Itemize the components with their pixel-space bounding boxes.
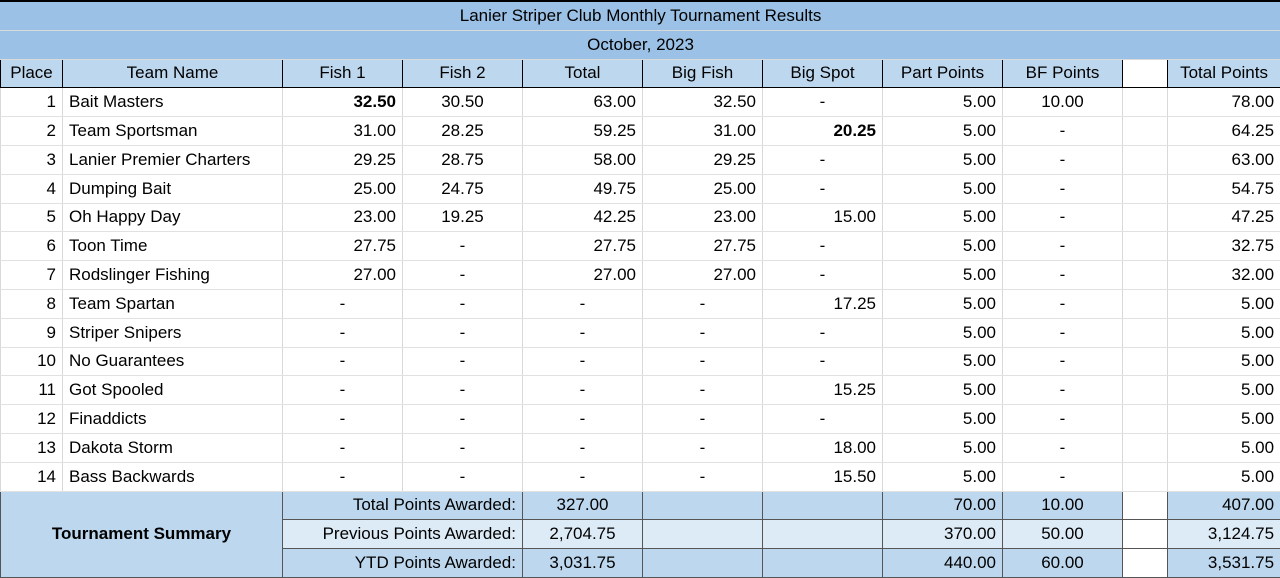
cell-bf: - bbox=[1003, 203, 1123, 232]
cell-totalpts: 5.00 bbox=[1168, 289, 1280, 318]
cell-bigspot: - bbox=[763, 88, 883, 117]
cell-place: 6 bbox=[1, 232, 63, 261]
cell-blank bbox=[1123, 232, 1168, 261]
table-row bbox=[1, 117, 1280, 146]
cell-bigfish: 25.00 bbox=[643, 174, 763, 203]
cell-part: 5.00 bbox=[883, 433, 1003, 462]
summary-part-points: 370.00 bbox=[883, 520, 1003, 549]
header-big-fish: Big Fish bbox=[643, 59, 763, 88]
cell-team: Oh Happy Day bbox=[63, 203, 283, 232]
cell-blank bbox=[1123, 174, 1168, 203]
summary-total-points: 3,531.75 bbox=[1168, 549, 1280, 578]
cell-bigspot: 15.25 bbox=[763, 376, 883, 405]
table-row bbox=[1, 462, 1280, 491]
cell-bigfish: - bbox=[643, 462, 763, 491]
cell-totalpts: 5.00 bbox=[1168, 433, 1280, 462]
cell-part: 5.00 bbox=[883, 232, 1003, 261]
cell-totalpts: 32.75 bbox=[1168, 232, 1280, 261]
cell-place: 8 bbox=[1, 289, 63, 318]
cell-part: 5.00 bbox=[883, 462, 1003, 491]
header-fish-1: Fish 1 bbox=[283, 59, 403, 88]
cell-fish2: - bbox=[403, 376, 523, 405]
cell-bigfish: 27.00 bbox=[643, 261, 763, 290]
cell-fish2: 24.75 bbox=[403, 174, 523, 203]
cell-blank bbox=[1123, 261, 1168, 290]
cell-fish1: - bbox=[283, 433, 403, 462]
cell-fish2: - bbox=[403, 433, 523, 462]
cell-place: 7 bbox=[1, 261, 63, 290]
cell-blank bbox=[1123, 405, 1168, 434]
cell-bigfish: - bbox=[643, 433, 763, 462]
cell-part: 5.00 bbox=[883, 347, 1003, 376]
cell-total: - bbox=[523, 405, 643, 434]
cell-place: 1 bbox=[1, 88, 63, 117]
cell-bf: - bbox=[1003, 145, 1123, 174]
header-fish-2: Fish 2 bbox=[403, 59, 523, 88]
cell-team: Striper Snipers bbox=[63, 318, 283, 347]
summary-total-points: 407.00 bbox=[1168, 491, 1280, 520]
cell-bigfish: - bbox=[643, 405, 763, 434]
cell-team: Team Sportsman bbox=[63, 117, 283, 146]
summary-part-points: 440.00 bbox=[883, 549, 1003, 578]
cell-blank bbox=[1123, 318, 1168, 347]
summary-line-label: YTD Points Awarded: bbox=[283, 549, 523, 578]
cell-team: No Guarantees bbox=[63, 347, 283, 376]
cell-totalpts: 64.25 bbox=[1168, 117, 1280, 146]
cell-fish2: - bbox=[403, 232, 523, 261]
cell-part: 5.00 bbox=[883, 117, 1003, 146]
cell-fish1: 29.25 bbox=[283, 145, 403, 174]
cell-fish1: 27.00 bbox=[283, 261, 403, 290]
cell-bf: - bbox=[1003, 433, 1123, 462]
header-bf-points: BF Points bbox=[1003, 59, 1123, 88]
summary-line-label: Total Points Awarded: bbox=[283, 491, 523, 520]
cell-fish1: 27.75 bbox=[283, 232, 403, 261]
summary-total-points: 3,124.75 bbox=[1168, 520, 1280, 549]
cell-part: 5.00 bbox=[883, 289, 1003, 318]
cell-totalpts: 5.00 bbox=[1168, 462, 1280, 491]
cell-fish1: - bbox=[283, 347, 403, 376]
cell-fish2: 28.75 bbox=[403, 145, 523, 174]
summary-empty-big-spot bbox=[763, 520, 883, 549]
cell-part: 5.00 bbox=[883, 376, 1003, 405]
table-row bbox=[1, 145, 1280, 174]
cell-bigspot: - bbox=[763, 145, 883, 174]
header-team-name: Team Name bbox=[63, 59, 283, 88]
cell-fish1: 31.00 bbox=[283, 117, 403, 146]
cell-team: Rodslinger Fishing bbox=[63, 261, 283, 290]
cell-total: - bbox=[523, 433, 643, 462]
cell-bigfish: - bbox=[643, 318, 763, 347]
cell-blank bbox=[1123, 289, 1168, 318]
summary-total: 327.00 bbox=[523, 491, 643, 520]
cell-place: 9 bbox=[1, 318, 63, 347]
summary-bf-points: 60.00 bbox=[1003, 549, 1123, 578]
cell-total: 58.00 bbox=[523, 145, 643, 174]
cell-fish2: 19.25 bbox=[403, 203, 523, 232]
cell-bigfish: - bbox=[643, 289, 763, 318]
cell-total: - bbox=[523, 318, 643, 347]
cell-fish1: - bbox=[283, 405, 403, 434]
cell-part: 5.00 bbox=[883, 203, 1003, 232]
cell-team: Dakota Storm bbox=[63, 433, 283, 462]
cell-fish2: 30.50 bbox=[403, 88, 523, 117]
summary-blank bbox=[1123, 491, 1168, 520]
cell-place: 13 bbox=[1, 433, 63, 462]
cell-bigfish: 31.00 bbox=[643, 117, 763, 146]
cell-team: Toon Time bbox=[63, 232, 283, 261]
cell-totalpts: 63.00 bbox=[1168, 145, 1280, 174]
cell-total: 63.00 bbox=[523, 88, 643, 117]
cell-bigfish: - bbox=[643, 347, 763, 376]
cell-part: 5.00 bbox=[883, 174, 1003, 203]
summary-blank bbox=[1123, 520, 1168, 549]
cell-place: 4 bbox=[1, 174, 63, 203]
cell-bf: - bbox=[1003, 376, 1123, 405]
cell-fish1: 23.00 bbox=[283, 203, 403, 232]
cell-place: 5 bbox=[1, 203, 63, 232]
cell-bf: - bbox=[1003, 405, 1123, 434]
cell-totalpts: 54.75 bbox=[1168, 174, 1280, 203]
cell-team: Bait Masters bbox=[63, 88, 283, 117]
cell-bigspot: - bbox=[763, 261, 883, 290]
cell-blank bbox=[1123, 433, 1168, 462]
summary-bf-points: 50.00 bbox=[1003, 520, 1123, 549]
table-row bbox=[1, 174, 1280, 203]
cell-fish2: - bbox=[403, 347, 523, 376]
summary-row bbox=[1, 491, 1280, 520]
cell-bf: - bbox=[1003, 318, 1123, 347]
table-row bbox=[1, 261, 1280, 290]
cell-bf: - bbox=[1003, 174, 1123, 203]
cell-bigspot: 17.25 bbox=[763, 289, 883, 318]
cell-fish2: - bbox=[403, 405, 523, 434]
cell-team: Lanier Premier Charters bbox=[63, 145, 283, 174]
cell-fish1: 32.50 bbox=[283, 88, 403, 117]
summary-empty-big-spot bbox=[763, 491, 883, 520]
cell-blank bbox=[1123, 117, 1168, 146]
cell-fish2: - bbox=[403, 462, 523, 491]
summary-empty-big-fish bbox=[643, 520, 763, 549]
cell-bigspot: - bbox=[763, 232, 883, 261]
cell-bigspot: - bbox=[763, 405, 883, 434]
cell-bigfish: 29.25 bbox=[643, 145, 763, 174]
cell-bf: - bbox=[1003, 117, 1123, 146]
table-row bbox=[1, 376, 1280, 405]
cell-total: 27.00 bbox=[523, 261, 643, 290]
cell-bigfish: - bbox=[643, 376, 763, 405]
cell-totalpts: 32.00 bbox=[1168, 261, 1280, 290]
cell-fish2: - bbox=[403, 318, 523, 347]
cell-bigspot: 20.25 bbox=[763, 117, 883, 146]
summary-blank bbox=[1123, 549, 1168, 578]
summary-total: 2,704.75 bbox=[523, 520, 643, 549]
cell-fish2: - bbox=[403, 261, 523, 290]
cell-part: 5.00 bbox=[883, 261, 1003, 290]
cell-total: 49.75 bbox=[523, 174, 643, 203]
summary-part-points: 70.00 bbox=[883, 491, 1003, 520]
cell-blank bbox=[1123, 145, 1168, 174]
cell-total: - bbox=[523, 462, 643, 491]
cell-team: Bass Backwards bbox=[63, 462, 283, 491]
summary-total: 3,031.75 bbox=[523, 549, 643, 578]
cell-bf: - bbox=[1003, 232, 1123, 261]
header-total: Total bbox=[523, 59, 643, 88]
summary-bf-points: 10.00 bbox=[1003, 491, 1123, 520]
cell-place: 11 bbox=[1, 376, 63, 405]
cell-place: 3 bbox=[1, 145, 63, 174]
cell-totalpts: 78.00 bbox=[1168, 88, 1280, 117]
cell-bf: 10.00 bbox=[1003, 88, 1123, 117]
cell-fish1: 25.00 bbox=[283, 174, 403, 203]
header-place: Place bbox=[1, 59, 63, 88]
cell-total: 59.25 bbox=[523, 117, 643, 146]
report-title: Lanier Striper Club Monthly Tournament Results bbox=[1, 1, 1280, 30]
cell-total: 42.25 bbox=[523, 203, 643, 232]
header-big-spot: Big Spot bbox=[763, 59, 883, 88]
table-row bbox=[1, 318, 1280, 347]
cell-bigfish: 32.50 bbox=[643, 88, 763, 117]
cell-place: 2 bbox=[1, 117, 63, 146]
cell-blank bbox=[1123, 88, 1168, 117]
cell-bigspot: - bbox=[763, 174, 883, 203]
cell-total: - bbox=[523, 376, 643, 405]
cell-fish2: 28.25 bbox=[403, 117, 523, 146]
cell-place: 10 bbox=[1, 347, 63, 376]
table-row bbox=[1, 433, 1280, 462]
cell-totalpts: 5.00 bbox=[1168, 376, 1280, 405]
tournament-summary-label: Tournament Summary bbox=[1, 491, 283, 577]
cell-blank bbox=[1123, 203, 1168, 232]
cell-bigspot: 18.00 bbox=[763, 433, 883, 462]
cell-part: 5.00 bbox=[883, 88, 1003, 117]
cell-team: Team Spartan bbox=[63, 289, 283, 318]
cell-part: 5.00 bbox=[883, 318, 1003, 347]
cell-team: Finaddicts bbox=[63, 405, 283, 434]
cell-blank bbox=[1123, 376, 1168, 405]
header-total-points: Total Points bbox=[1168, 59, 1280, 88]
report-subtitle: October, 2023 bbox=[1, 30, 1280, 59]
table-row bbox=[1, 203, 1280, 232]
cell-part: 5.00 bbox=[883, 145, 1003, 174]
table-row bbox=[1, 232, 1280, 261]
cell-bf: - bbox=[1003, 462, 1123, 491]
summary-empty-big-fish bbox=[643, 549, 763, 578]
cell-place: 14 bbox=[1, 462, 63, 491]
cell-team: Dumping Bait bbox=[63, 174, 283, 203]
cell-totalpts: 5.00 bbox=[1168, 347, 1280, 376]
cell-totalpts: 47.25 bbox=[1168, 203, 1280, 232]
cell-bf: - bbox=[1003, 261, 1123, 290]
table-row bbox=[1, 347, 1280, 376]
cell-bigspot: 15.50 bbox=[763, 462, 883, 491]
cell-bigfish: 23.00 bbox=[643, 203, 763, 232]
cell-place: 12 bbox=[1, 405, 63, 434]
cell-bigspot: - bbox=[763, 347, 883, 376]
cell-totalpts: 5.00 bbox=[1168, 318, 1280, 347]
cell-blank bbox=[1123, 462, 1168, 491]
header-blank bbox=[1123, 59, 1168, 88]
cell-fish1: - bbox=[283, 462, 403, 491]
cell-fish2: - bbox=[403, 289, 523, 318]
cell-bigspot: - bbox=[763, 318, 883, 347]
cell-bigfish: 27.75 bbox=[643, 232, 763, 261]
cell-fish1: - bbox=[283, 318, 403, 347]
table-row bbox=[1, 289, 1280, 318]
cell-total: - bbox=[523, 347, 643, 376]
table-row bbox=[1, 405, 1280, 434]
summary-empty-big-spot bbox=[763, 549, 883, 578]
cell-totalpts: 5.00 bbox=[1168, 405, 1280, 434]
summary-empty-big-fish bbox=[643, 491, 763, 520]
cell-blank bbox=[1123, 347, 1168, 376]
cell-bf: - bbox=[1003, 289, 1123, 318]
cell-total: 27.75 bbox=[523, 232, 643, 261]
cell-fish1: - bbox=[283, 376, 403, 405]
summary-line-label: Previous Points Awarded: bbox=[283, 520, 523, 549]
header-row bbox=[1, 59, 1280, 88]
table-row bbox=[1, 88, 1280, 117]
cell-team: Got Spooled bbox=[63, 376, 283, 405]
header-part-points: Part Points bbox=[883, 59, 1003, 88]
cell-fish1: - bbox=[283, 289, 403, 318]
cell-part: 5.00 bbox=[883, 405, 1003, 434]
cell-bigspot: 15.00 bbox=[763, 203, 883, 232]
cell-bf: - bbox=[1003, 347, 1123, 376]
cell-total: - bbox=[523, 289, 643, 318]
